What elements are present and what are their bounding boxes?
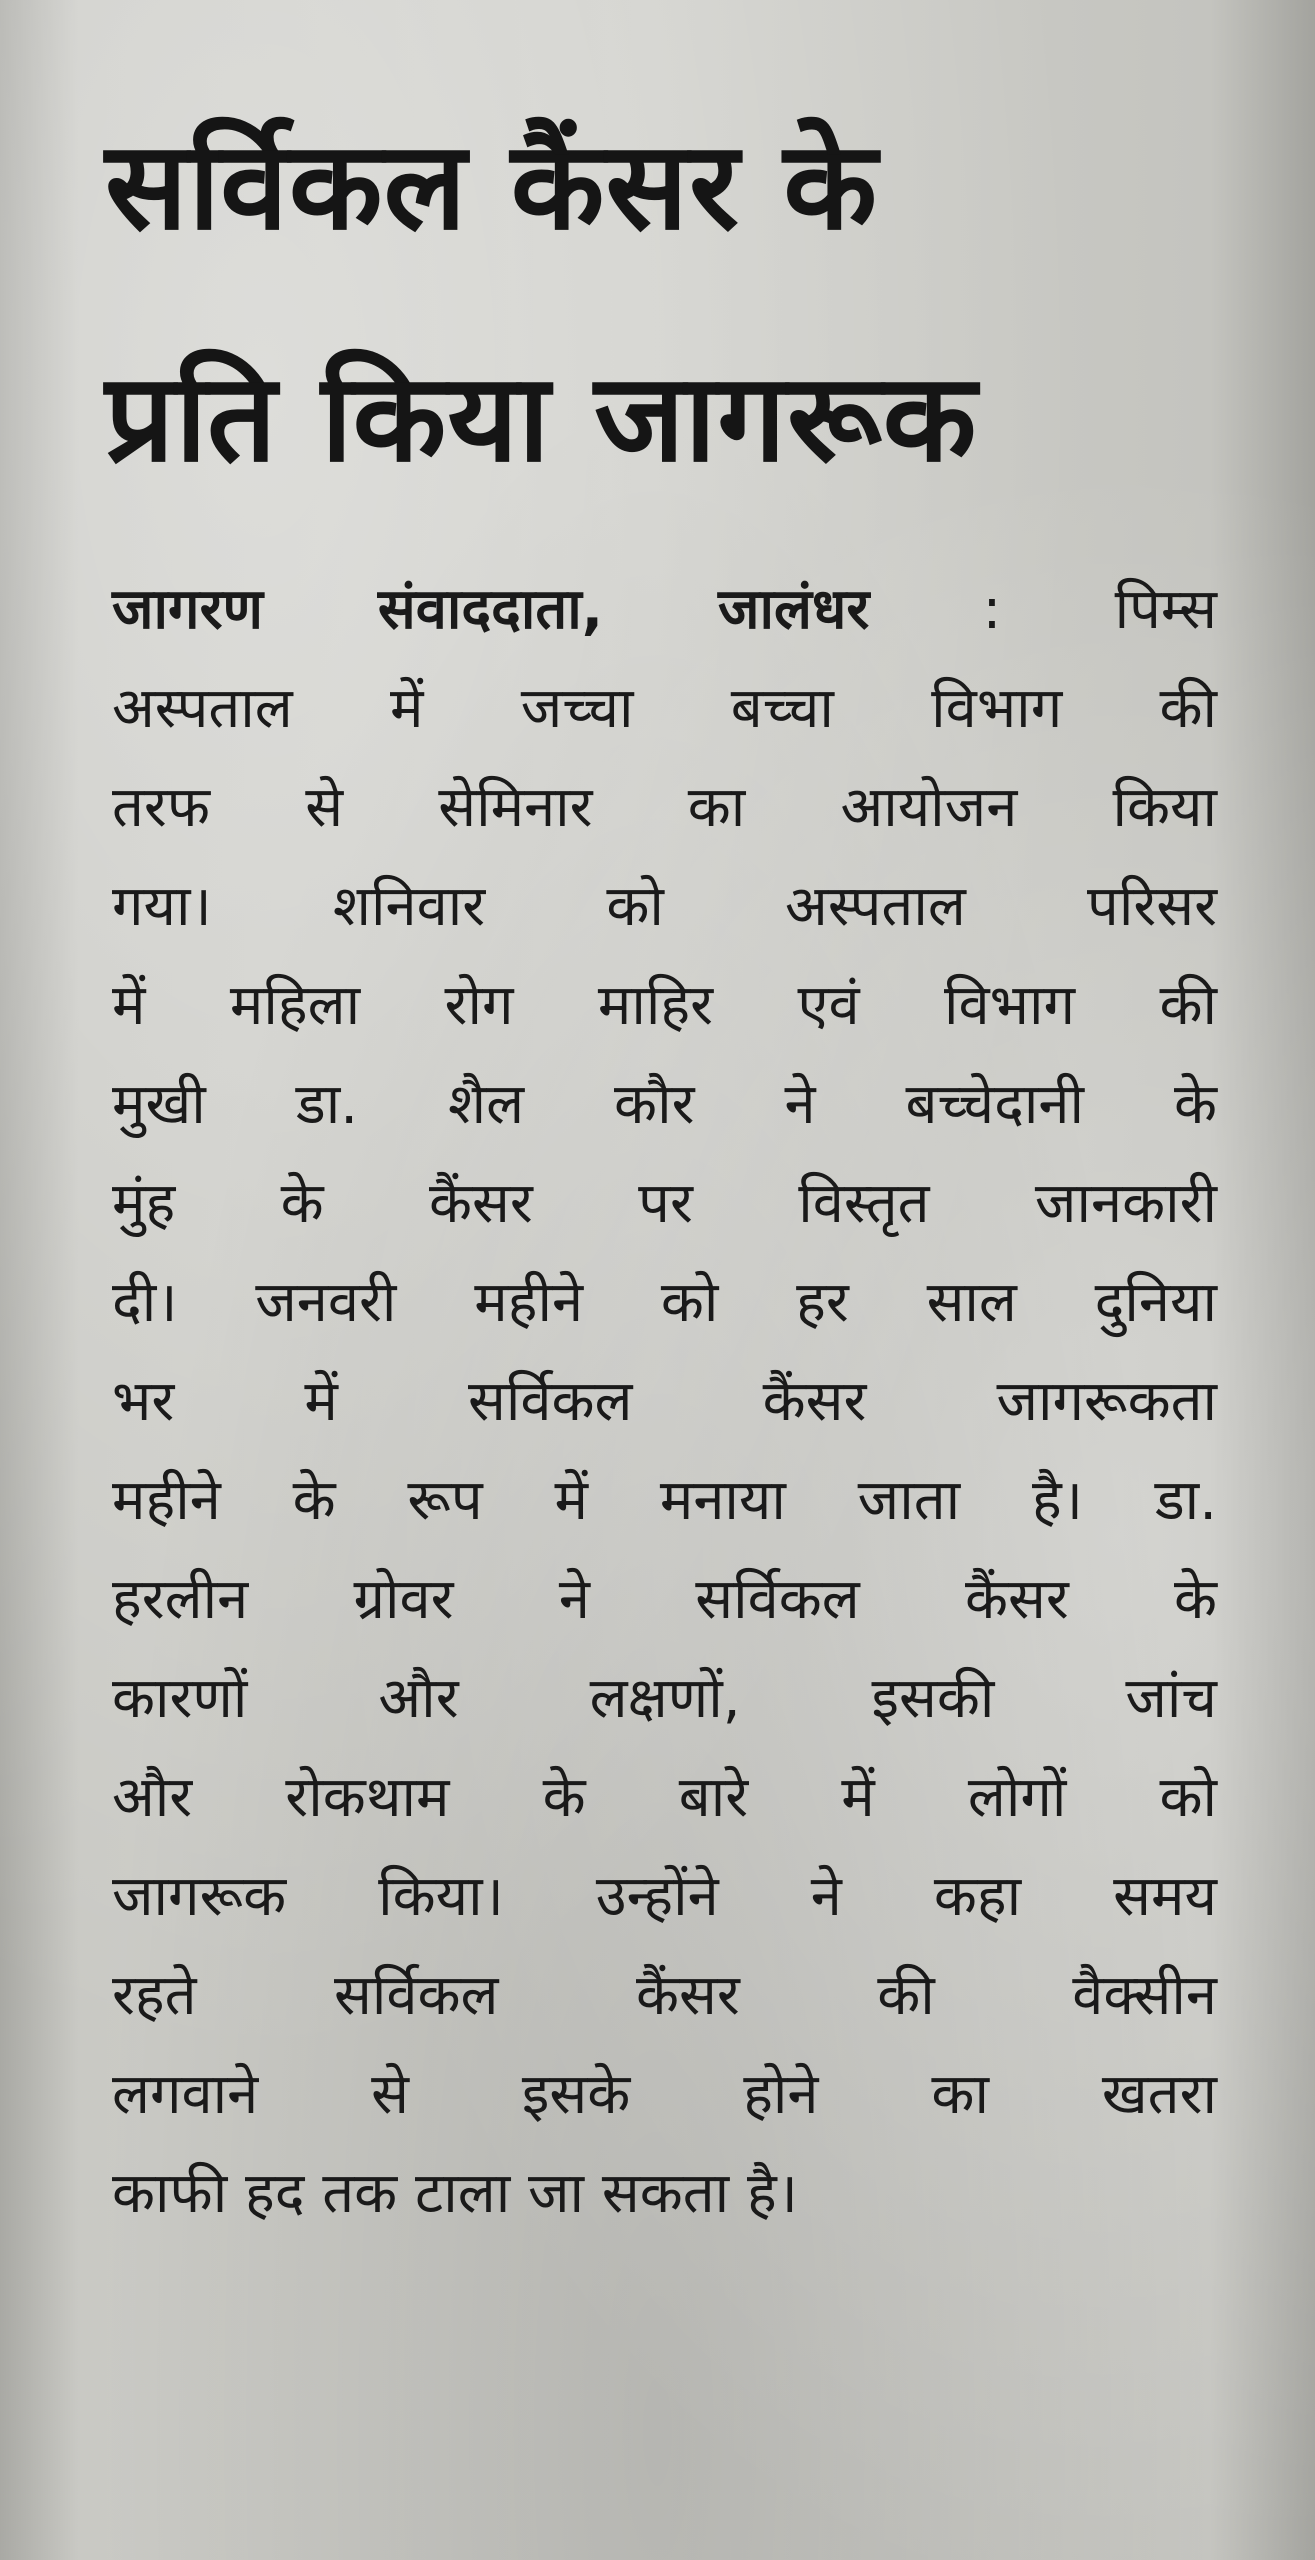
headline-line: सर्विकल कैंसर के xyxy=(105,115,879,257)
article-line: दी। जनवरी महीने को हर साल दुनिया xyxy=(112,1270,1217,1335)
article-line: लगवाने से इसके होने का खतरा xyxy=(112,2062,1217,2127)
article-line: मुंह के कैंसर पर विस्तृत जानकारी xyxy=(112,1171,1217,1236)
article-line: मुखी डा. शैल कौर ने बच्चेदानी के xyxy=(112,1072,1217,1137)
dateline: जागरण संवाददाता, जालंधर xyxy=(112,577,870,642)
article-line: में महिला रोग माहिर एवं विभाग की xyxy=(112,973,1217,1038)
article-line xyxy=(112,560,1217,659)
article-line: काफी हद तक टाला जा सकता है। xyxy=(112,2161,798,2226)
article-line: जागरूक किया। उन्होंने ने कहा समय xyxy=(112,1864,1217,1929)
article-line: अस्पताल में जच्चा बच्चा विभाग की xyxy=(112,676,1217,741)
article-line: कारणों और लक्षणों, इसकी जांच xyxy=(112,1666,1217,1731)
article-line: भर में सर्विकल कैंसर जागरूकता xyxy=(112,1369,1217,1434)
article-line: महीने के रूप में मनाया जाता है। डा. xyxy=(112,1468,1217,1533)
article-line: तरफ से सेमिनार का आयोजन किया xyxy=(112,775,1217,840)
article-line: रहते सर्विकल कैंसर की वैक्सीन xyxy=(112,1963,1217,2028)
article-line-text: : पिम्स xyxy=(982,577,1217,642)
article-body xyxy=(112,560,1217,2243)
article-line: हरलीन ग्रोवर ने सर्विकल कैंसर के xyxy=(112,1567,1217,1632)
article-line: गया। शनिवार को अस्पताल परिसर xyxy=(112,874,1217,939)
headline xyxy=(105,70,1225,534)
headline-line: प्रति किया जागरूक xyxy=(105,347,978,489)
article-line: और रोकथाम के बारे में लोगों को xyxy=(112,1765,1217,1830)
